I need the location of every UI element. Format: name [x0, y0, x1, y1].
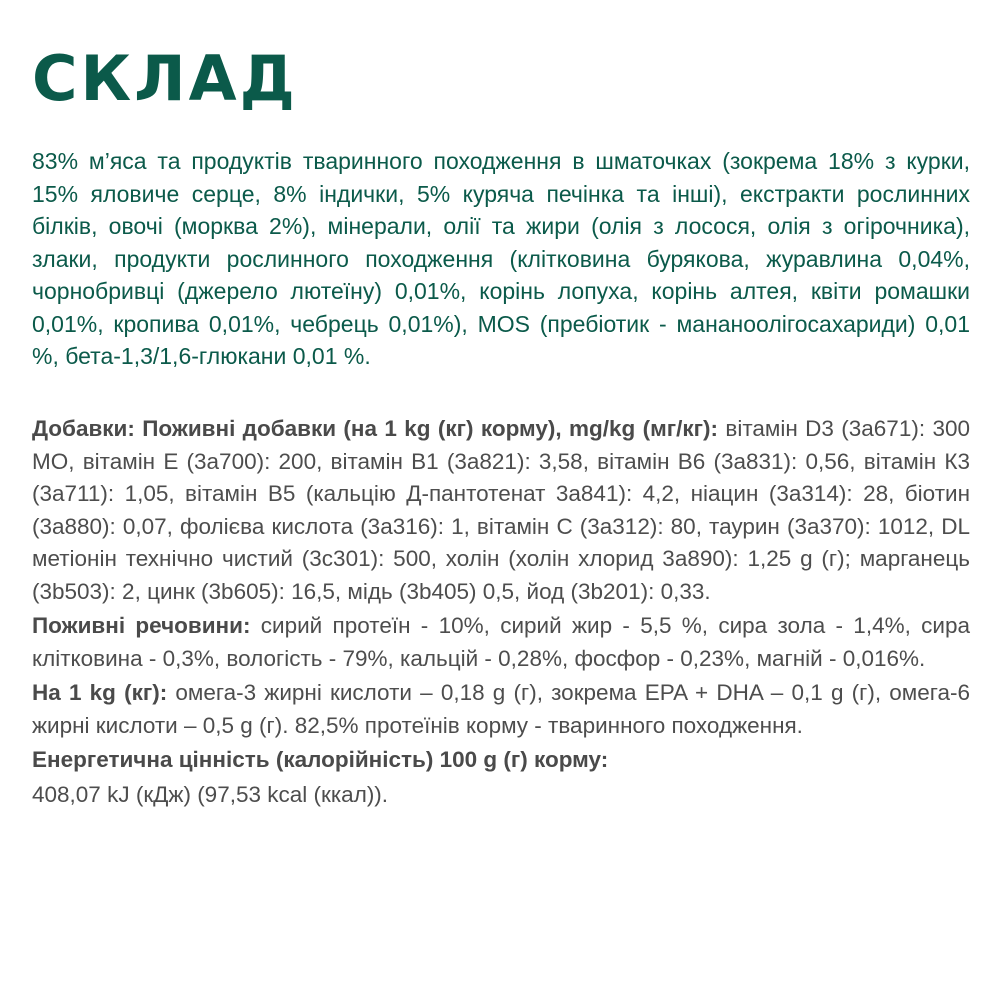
nutrients-text: сирий протеїн - 10%, сирий жир - 5,5 %, сира зола - 1,4%, сира клітковина - 0,3%, вологість - 79%, кальцій - 0,28%, фосфор - 0,23%, магній - 0,016%. [32, 613, 970, 671]
composition-text: 83% м’яса та продуктів тваринного походження в шматочках (зокрема 18% з курки, 15% яловиче серце, 8% індички, 5% куряча печінка та інші), екстракти рослинних білків, овочі (морква 2%), мінерали, олії та жири (олія з лосося, олія з огірочника), злаки, продукти рослинного походження (клітковина бурякова, журавлина 0,04%, чорнобривці (джерело лютеїну) 0,01%, корінь лопуха, корінь алтея, квіти ромашки 0,01%, кропива 0,01%, чебрець 0,01%), MOS (пребіотик - мананоолігосахариди) 0,01 %, бета-1,3/1,6-глюкани 0,01 %. [32, 148, 970, 369]
nutrients-paragraph [32, 610, 970, 675]
additives-text: вітамін D3 (3a671): 300 МО, вітамін Е (3a700): 200, вітамін В1 (3a821): 3,58, вітамін В6 (3a831): 0,56, вітамін К3 (3a711): 1,05, вітамін В5 (кальцію Д-пантотенат 3a841): 4,2, ніацин (3a314): 28, біотин (3a880): 0,07, фолієва кислота (3a316): 1, вітамін С (3a312): 80, таурин (3a370): 1012, DL метіонін технічно чистий (3c301): 500, холін (холін хлорид 3a890): 1,25 g (г); марганець (3b503): 2, цинк (3b605): 16,5, мідь (3b405) 0,5, йод (3b201): 0,33. [32, 416, 970, 604]
additives-paragraph [32, 413, 970, 608]
additives-label: Добавки: Поживні добавки (на 1 kg (кг) корму), mg/kg (мг/кг): [32, 416, 718, 441]
per-kg-label: На 1 kg (кг): [32, 680, 168, 705]
energy-label: Енергетична цінність (калорійність) 100 g (г) корму: [32, 747, 609, 772]
page-title: СКЛАД [32, 42, 298, 115]
nutrients-label: Поживні речовини: [32, 613, 251, 638]
details-block [32, 413, 970, 811]
per-kg-paragraph [32, 677, 970, 742]
energy-text: 408,07 kJ (кДж) (97,53 kcal (ккал)). [32, 781, 389, 807]
energy-value-paragraph [32, 779, 970, 812]
per-kg-text: омега-3 жирні кислоти – 0,18 g (г), зокрема EPA + DHA – 0,1 g (г), омега-6 жирні кислоти – 0,5 g (г). 82,5% протеїнів корму - тваринного походження. [32, 680, 970, 738]
energy-label-paragraph [32, 744, 970, 777]
